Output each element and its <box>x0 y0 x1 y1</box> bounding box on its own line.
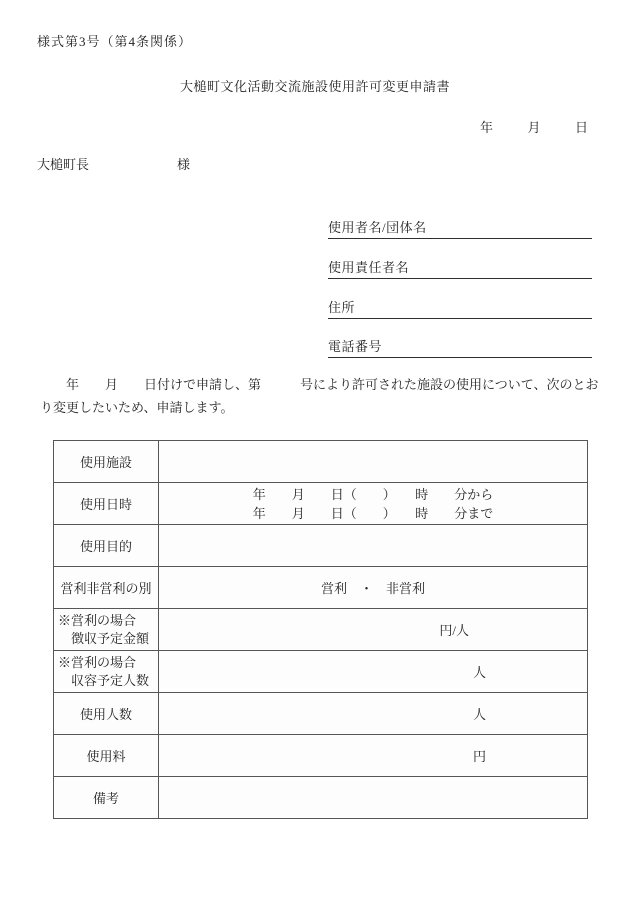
document-title: 大槌町文化活動交流施設使用許可変更申請書 <box>179 79 450 94</box>
row-label-line-2: 収容予定人数 <box>71 672 150 688</box>
row-label: 備考 <box>54 777 159 819</box>
row-label-line-1: ※営利の場合 <box>58 612 137 628</box>
field-label: 使用責任者名 <box>328 260 410 275</box>
row-label-line-2: 徴収予定金額 <box>71 630 150 646</box>
addressee-honorific: 様 <box>177 157 191 172</box>
row-label: 使用料 <box>54 735 159 777</box>
row-value: 円 <box>159 735 588 777</box>
row-value: 人 <box>159 651 588 693</box>
field-responsible-person-name <box>328 257 592 279</box>
row-planned-capacity <box>54 651 588 693</box>
row-use-purpose <box>54 525 588 567</box>
field-label: 使用者名/団体名 <box>328 220 427 235</box>
row-value: 円/人 <box>159 609 588 651</box>
field-phone-number <box>328 336 592 358</box>
row-label: 使用人数 <box>54 693 159 735</box>
row-label: 使用目的 <box>54 525 159 567</box>
application-statement <box>40 373 625 419</box>
row-label: 使用施設 <box>54 441 159 483</box>
addressee-name: 大槌町長 <box>37 157 90 172</box>
row-usage-fee <box>54 735 588 777</box>
row-profit-or-nonprofit <box>54 567 588 609</box>
field-user-or-group-name <box>328 217 592 239</box>
row-use-datetime <box>54 483 588 525</box>
datetime-to-line: 年 月 日（ ） 時 分まで <box>252 505 494 521</box>
row-value: 営利 ・ 非営利 <box>159 567 588 609</box>
date-day-label: 日 <box>574 120 588 135</box>
statement-line-1: 年 月 日付けで申請し、第 号により許可された施設の使用について、次のとお <box>40 377 599 392</box>
field-label: 住所 <box>328 300 356 315</box>
statement-line-2: り変更したいため、申請します。 <box>40 400 234 415</box>
date-line <box>480 117 588 136</box>
row-label <box>54 651 159 693</box>
addressee-line <box>37 154 297 173</box>
field-address <box>328 297 592 319</box>
datetime-from-line: 年 月 日（ ） 時 分から <box>252 486 494 502</box>
row-value <box>159 483 588 525</box>
row-number-of-users <box>54 693 588 735</box>
date-year-label: 年 <box>480 120 494 135</box>
date-month-label: 月 <box>527 120 541 135</box>
row-facility <box>54 441 588 483</box>
row-value: 人 <box>159 693 588 735</box>
row-value <box>159 777 588 819</box>
application-table <box>53 440 588 819</box>
form-number: 様式第3号（第4条関係） <box>37 34 193 49</box>
row-label-line-1: ※営利の場合 <box>58 654 137 670</box>
row-planned-fee-per-person <box>54 609 588 651</box>
field-label: 電話番号 <box>328 339 383 354</box>
row-value <box>159 441 588 483</box>
row-remarks <box>54 777 588 819</box>
row-label: 営利非営利の別 <box>54 567 159 609</box>
row-value <box>159 525 588 567</box>
row-label: 使用日時 <box>54 483 159 525</box>
row-label <box>54 609 159 651</box>
